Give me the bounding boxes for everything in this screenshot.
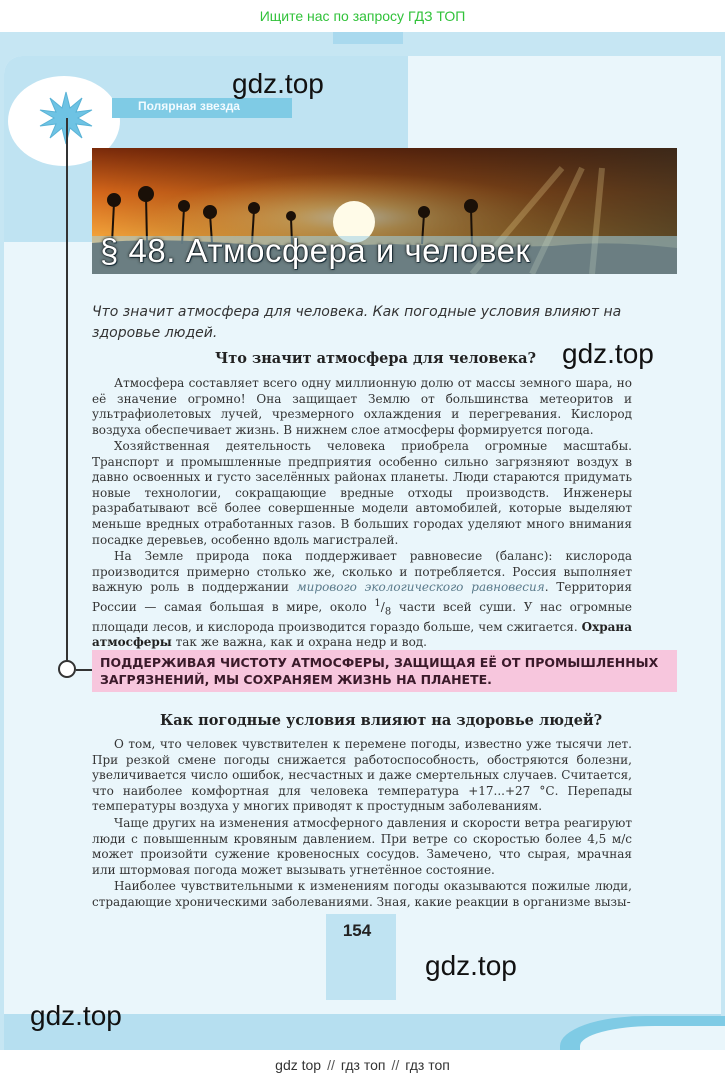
paragraph-1: Атмосфера составляет всего одну миллионную долю от массы земного шара, но её значение огромно! Она защищает Землю от большинства метеоритов и ультрафиолетовых лучей, чрезмерного охлаждения и перегревания. Кислород воздуха обеспечивает жизнь. В нижнем слое атмосферы формируется погода. (92, 376, 632, 437)
p3-part-d: так же важна, как и охрана недр и вод. (171, 635, 427, 650)
watermark: gdz.top (425, 950, 517, 981)
watermark: gdz.top (30, 1000, 122, 1031)
fraction-numerator: 1 (374, 597, 381, 609)
p3-part-a: На Земле природа пока поддерживает равновесие (баланс): кислорода производится примерно столько же, сколько и потребляется. Россия выполняет важную роль в поддержании (92, 549, 632, 595)
footer-link[interactable]: гдз топ (340, 1057, 386, 1073)
section-tag (112, 98, 292, 118)
margin-rule-dot (58, 660, 76, 678)
paragraph-6: Наиболее чувствительными к изменениям погоды оказываются пожилые люди, страдающие хроническими заболеваниями. Зная, какие реакции в организме вызы- (92, 879, 632, 909)
footer-link[interactable]: гдз топ (405, 1057, 450, 1073)
chapter-title: § 48. Атмосфера и человек (100, 232, 531, 269)
page-number: 154 (342, 921, 372, 940)
watermark: gdz.top (232, 68, 324, 99)
atmosphere-protection-term: Охрана атмосферы (92, 619, 632, 650)
paragraph-3: На Земле природа пока поддерживает равновесие (баланс): кислорода производится примерно столько же, сколько и потребляется. Россия выполняет важную роль в поддержании мирового экологического равновесия. Территория России — самая большая в мире, около $^1/_8$ части всей суши. У нас огромные площади лесов, и кислорода производится гораздо больше, чем сжигается. Охрана атмосферы так же важна, как и охрана недр и вод. (92, 549, 633, 650)
eco-balance-term: мирового экологического равновесия (296, 580, 545, 595)
heading-weather-health: Как погодные условия влияют на здоровье людей? (160, 712, 603, 729)
watermark: gdz.top (562, 338, 654, 369)
footer-links (0, 1050, 725, 1082)
paragraph-5: Чаще других на изменения атмосферного давления и скорости ветра реагируют люди с повышенным кровяным давлением. При ветре со скоростью более 4,5 м/с может произойти сужение кровеносных сосудов. Замечено, что сырая, мрачная или штормовая погода может вызывать угнетённое состояние. (92, 816, 632, 877)
banner-text[interactable]: Ищите нас по запросу ГДЗ ТОП (259, 8, 466, 24)
footer-separator: // (327, 1057, 335, 1073)
footer-link[interactable]: gdz top (275, 1057, 322, 1073)
p3-part-b: . Территория России — самая большая в мире, около (92, 580, 632, 614)
heading-atmosphere-role: Что значит атмосфера для человека? (215, 350, 537, 367)
page-top-strip (333, 32, 403, 44)
paragraph-4: О том, что человек чувствителен к перемене погоды, известно уже тысячи лет. При резкой смене погоды снижается работоспособность, обостряются болезни, увеличивается число ошибок, несчастных и даже смертельных случаев. Считается, что наиболее комфортная для человека температура +17...+27 °С. Перепады температуры воздуха у многих приводят к простудным заболеваниям. (92, 737, 632, 814)
footer-separator: // (391, 1057, 400, 1073)
top-banner[interactable] (0, 0, 725, 32)
fraction-denominator: 8 (384, 606, 392, 618)
paragraph-2: Хозяйственная деятельность человека приобрела огромные масштабы. Транспорт и промышленные предприятия особенно сильно загрязняют воздух в давно освоенных и густо заселённых районах планеты. Люди стараются придумать новые технологии, сокращающие вредные отходы производств. Инженеры разрабатывают всё более совершенные модели автомобилей, которые выделяют меньше вредных отработанных газов. В больших городах уделяют много внимания посадке деревьев, особенно вдоль магистралей. (92, 439, 632, 547)
intro-questions: Что значит атмосфера для человека. Как погодные условия влияют на здоровье людей. (92, 304, 622, 341)
margin-rule (66, 118, 68, 670)
section-tag-label: Полярная звезда (138, 99, 240, 113)
p3-part-c: части всей суши. У нас огромные площади лесов, и кислорода производится гораздо больше, чем сжигается. (92, 599, 633, 634)
key-statement-callout: ПОДДЕРЖИВАЯ ЧИСТОТУ АТМОСФЕРЫ, ЗАЩИЩАЯ ЕЁ ОТ ПРОМЫШЛЕННЫХ ЗАГРЯЗНЕНИЙ, МЫ СОХРАНЯЕМ ЖИЗНЬ НА ПЛАНЕТЕ. (92, 650, 677, 692)
